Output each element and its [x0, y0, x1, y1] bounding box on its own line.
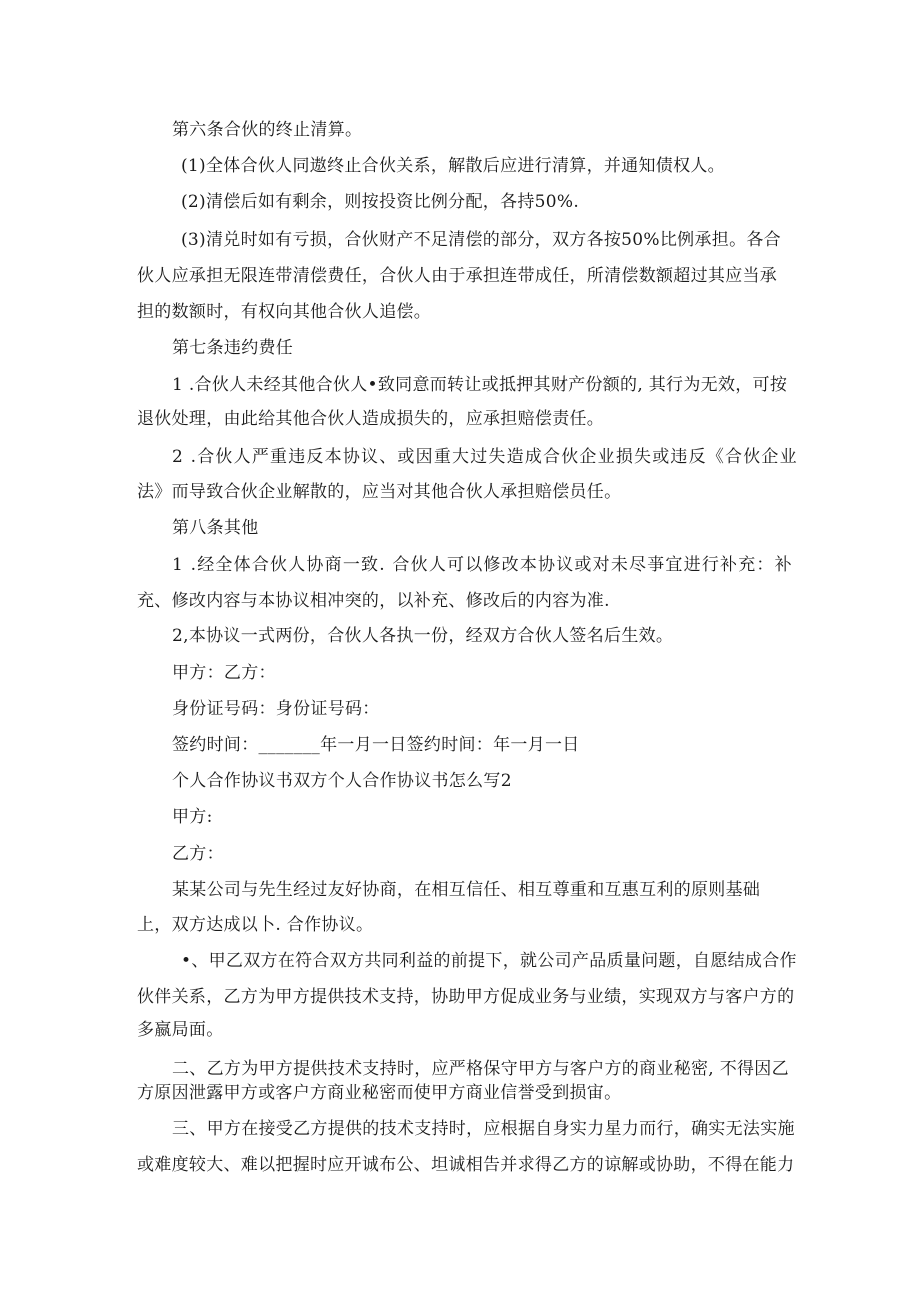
article-6-item-3-line-3: 担的数额时，有权向其他合伙人追偿。 [137, 302, 432, 322]
article-8-item-1-line-1: 1 .经全体合伙人协商一致. 合伙人可以修改本协议或对未尽亊宜进行补充：补 [172, 555, 793, 575]
clause-2-line-1: 二、乙方为甲方提供技术支持时，应严格保守甲方与客户方的商业秘密, 不得因乙 [172, 1059, 789, 1079]
article-6-title: 第六条合伙的终止清算。 [172, 120, 363, 140]
article-7-title: 第七条违约费任 [172, 338, 294, 358]
article-7-item-2-line-2: 法》而导致合伙企业解散的，应当对其他合伙人承担赔偿员任。 [137, 482, 622, 502]
article-8-title: 第八条其他 [172, 518, 259, 538]
article-6-item-2: (2)清偿后如有剩余，则按投资比例分配，各持50%. [181, 192, 580, 212]
party-signature-line: 甲方：乙方： [172, 663, 276, 683]
intro-line-2: 上，双方达成以卜. 合作协议。 [137, 915, 374, 935]
article-8-item-1-line-2: 充、修改内容与本协议相冲突的，以补充、修改后的内容为准. [137, 591, 610, 611]
article-7-item-1-line-1: 1 .合伙人未经其他合伙人•致同意而转让或抵押其财产份额的, 其行为无效，可按 [172, 375, 788, 395]
article-6-item-3-line-2: 伙人应承担无限连带清偿费任，合伙人由于承担连带成任，所清偿数额超过其应当承 [137, 266, 778, 286]
clause-1-line-3: 多嬴局面。 [137, 1020, 224, 1040]
party-b-label: 乙方： [172, 844, 224, 864]
article-6-item-3-line-1: (3)清兑时如有亏损，合伙财产不足清偿的部分，双方各按50%比例承担。各合 [181, 230, 781, 250]
article-7-item-1-line-2: 退伙处理，由此给其他合伙人造成损失的，应承担赔偿责任。 [137, 409, 605, 429]
agreement-2-title: 个人合作协议书双方个人合作协议书怎么写2 [172, 771, 512, 791]
article-7-item-2-line-1: 2 .合伙人严重违反本协议、或因重大过失造成合伙企业损失或违反《合伙企业 [172, 447, 798, 467]
clause-3-line-2: 或难度较大、难以把握时应开诚布公、坦诚相告并求得乙方的谅解或协助，不得在能力 [137, 1155, 795, 1175]
article-6-item-1: (1)全体合伙人同遨终止合伙关系，解散后应进行清算，并通知债权人。 [181, 156, 725, 176]
clause-1-line-1: •、甲乙双方在符合双方共同利益的前提下，就公司产品质量问题，自愿结成合作 [181, 951, 797, 971]
article-8-item-2: 2,本协议一式两份，合伙人各执一份，经双方合伙人签名后生效。 [172, 626, 674, 646]
signing-date-line: 签约时间：_______年一月一日签约时间：年一月一日 [172, 735, 580, 755]
party-a-label: 甲方: [172, 807, 213, 827]
clause-1-line-2: 伙伴关系，乙方为甲方提供技术支持，协助甲方促成业务与业绩，实现双方与客户方的 [137, 987, 795, 1007]
clause-2-line-2: 方原因泄露甲方或客户方商业秘密而使甲方商业信誉受到损宙。 [137, 1083, 622, 1103]
intro-line-1: 某某公司与先生经过友好协商，在相互信任、相互尊重和互惠互利的原则基础 [172, 880, 761, 900]
id-number-line: 身份证号码：身份证号码： [172, 699, 380, 719]
clause-3-line-1: 三、甲方在接受乙方提供的技术支持时，应根据自身实力星力而行，确实无法实施 [172, 1119, 795, 1139]
